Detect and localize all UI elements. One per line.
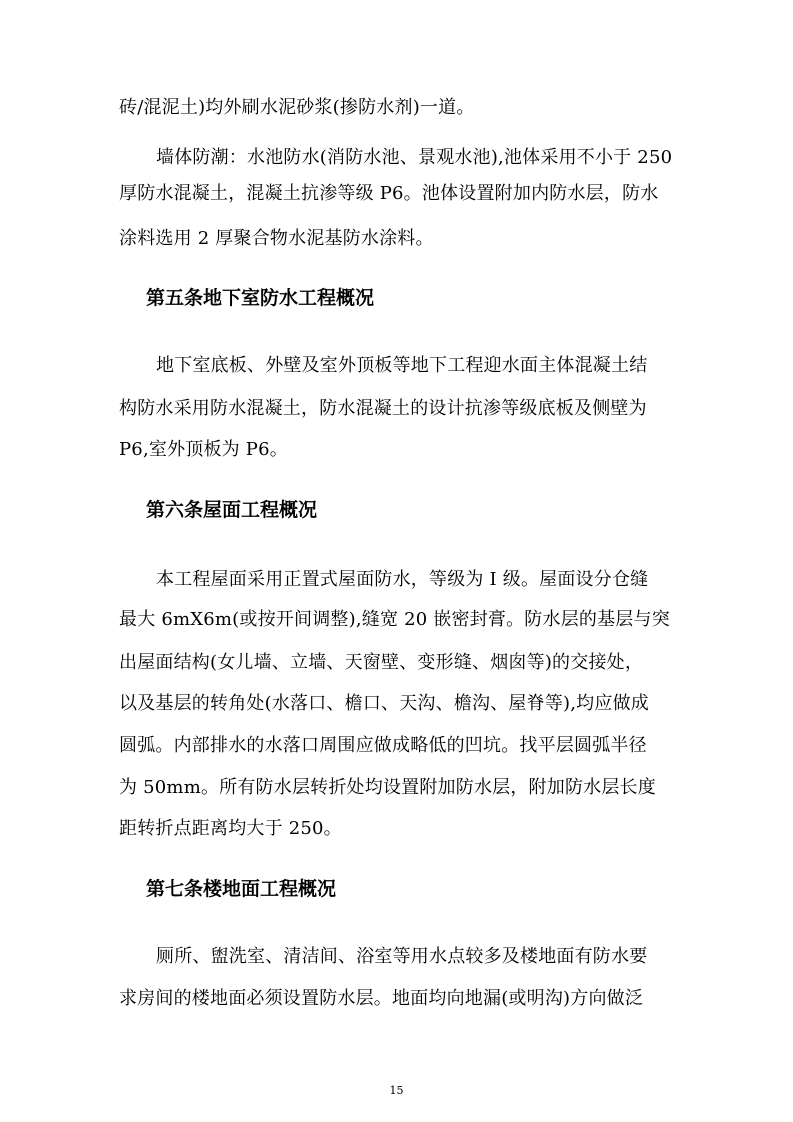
paragraph-line: 最大 6mX6m(或按开间调整),缝宽 20 嵌密封膏。防水层的基层与突	[119, 609, 670, 630]
paragraph-line: 求房间的楼地面必须设置防水层。地面均向地漏(或明沟)方向做泛	[119, 988, 644, 1009]
paragraph-line: P6,室外顶板为 P6。	[119, 439, 288, 460]
section-heading: 第七条楼地面工程概况	[146, 878, 337, 900]
paragraph-line: 以及基层的转角处(水落口、檐口、天沟、檐沟、屋脊等),均应做成	[119, 693, 649, 714]
page-number: 15	[389, 1084, 404, 1097]
paragraph-line: 砖/混泥土)均外刷水泥砂浆(掺防水剂)一道。	[119, 97, 475, 118]
paragraph-line: 距转折点距离均大于 250。	[119, 818, 342, 839]
paragraph-line: 墙体防潮：水池防水(消防水池、景观水池),池体采用不小于 250	[156, 147, 673, 168]
paragraph-line: 圆弧。内部排水的水落口周围应做成略低的凹坑。找平层圆弧半径	[119, 735, 647, 756]
paragraph-line: 地下室底板、外壁及室外顶板等地下工程迎水面主体混凝土结	[156, 355, 648, 376]
section-heading: 第五条地下室防水工程概况	[146, 287, 375, 309]
paragraph-line: 厕所、盥洗室、清洁间、浴室等用水点较多及楼地面有防水要	[156, 946, 648, 967]
paragraph-line: 厚防水混凝土，混凝土抗渗等级 P6。池体设置附加内防水层，防水	[119, 183, 659, 204]
paragraph-line: 构防水采用防水混凝土，防水混凝土的设计抗渗等级底板及侧壁为	[119, 398, 647, 419]
paragraph-line: 为 50mm。所有防水层转折处均设置附加防水层，附加防水层长度	[119, 777, 656, 798]
paragraph-line: 涂料选用 2 厚聚合物水泥基防水涂料。	[119, 228, 434, 249]
section-heading: 第六条屋面工程概况	[146, 499, 318, 521]
paragraph-line: 本工程屋面采用正置式屋面防水，等级为 I 级。屋面设分仓缝	[156, 569, 649, 590]
paragraph-line: 出屋面结构(女儿墙、立墙、天窗壁、变形缝、烟囱等)的交接处，	[119, 652, 644, 673]
